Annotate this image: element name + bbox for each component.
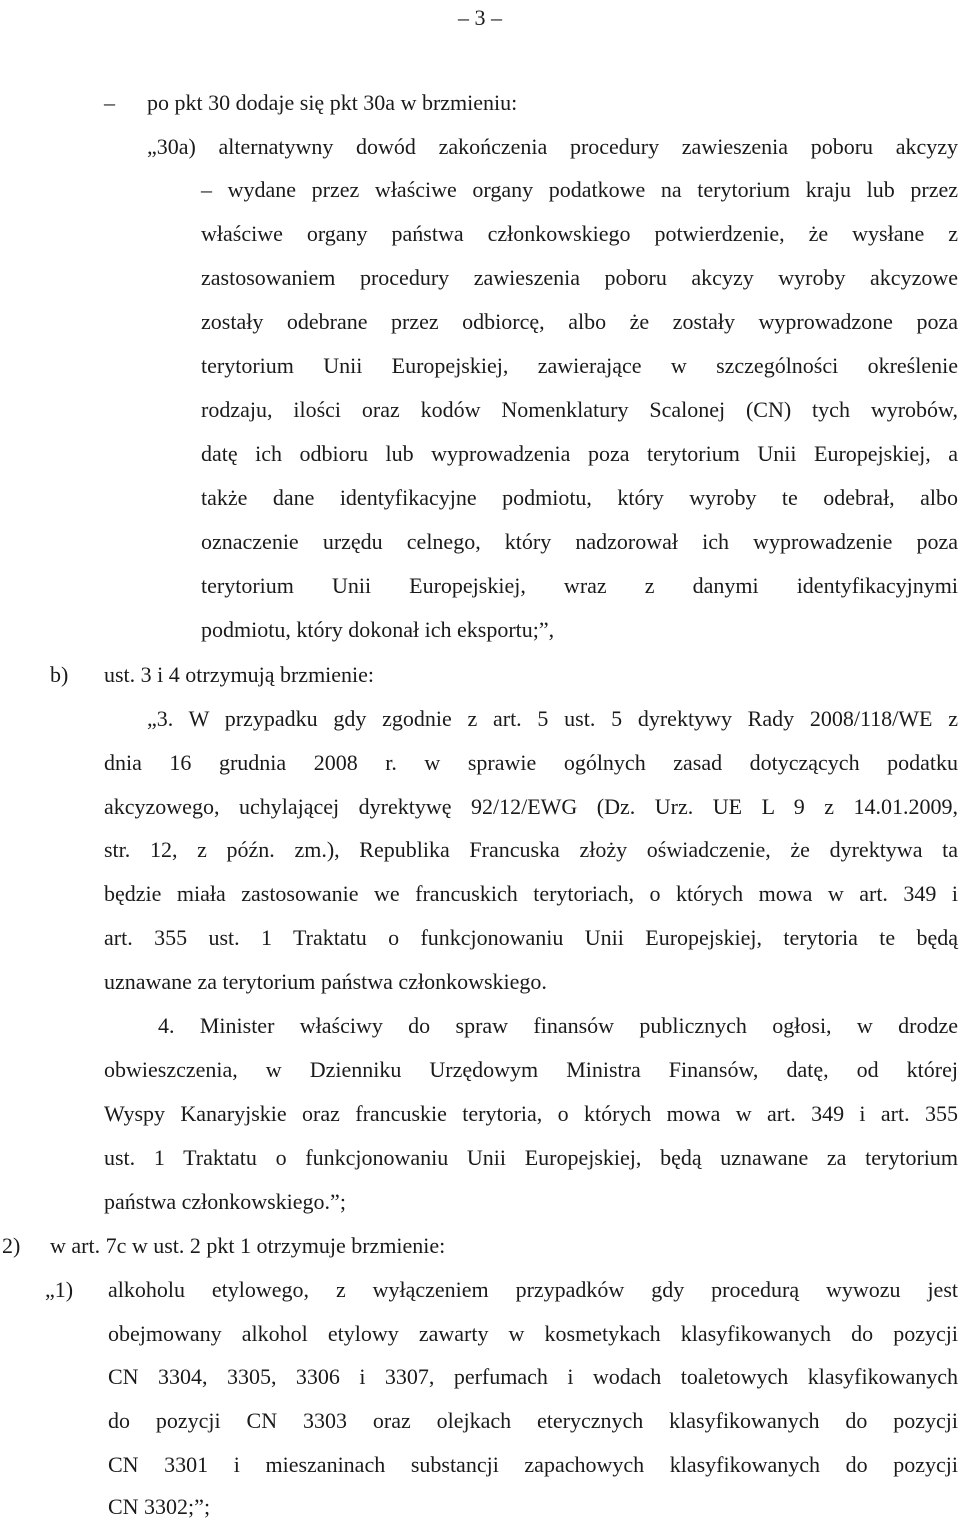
para4-line: państwa członkowskiego.”; bbox=[104, 1189, 346, 1214]
para3-line: akcyzowego, uchylającej dyrektywę 92/12/EWG (Dz. Urz. UE L 9 z 14.01.2009, bbox=[104, 794, 958, 819]
block2-line: CN 3301 i mieszaninach substancji zapachowych klasyfikowanych do pozycji bbox=[108, 1452, 958, 1477]
block2-intro: w art. 7c w ust. 2 pkt 1 otrzymuje brzmienie: bbox=[50, 1233, 446, 1258]
para3-line: „3. W przypadku gdy zgodnie z art. 5 ust. 5 dyrektywy Rady 2008/118/WE z bbox=[147, 706, 958, 731]
list-dash: – bbox=[104, 90, 115, 115]
para3-line: art. 355 ust. 1 Traktatu o funkcjonowaniu Unii Europejskiej, terytoria te będą bbox=[104, 925, 958, 950]
block1-line: rodzaju, ilości oraz kodów Nomenklatury Scalonej (CN) tych wyrobów, bbox=[201, 397, 958, 422]
list-marker-b: b) bbox=[50, 662, 69, 687]
block1-line: także dane identyfikacyjne podmiotu, który wyroby te odebrał, albo bbox=[201, 485, 958, 510]
block1-intro: po pkt 30 dodaje się pkt 30a w brzmieniu: bbox=[147, 90, 518, 115]
block1-line: terytorium Unii Europejskiej, wraz z danymi identyfikacyjnymi bbox=[201, 573, 958, 598]
para4-line: obwieszczenia, w Dzienniku Urzędowym Ministra Finansów, datę, od której bbox=[104, 1057, 958, 1082]
block1-line: datę ich odbioru lub wyprowadzenia poza terytorium Unii Europejskiej, a bbox=[201, 441, 958, 466]
para4-line: 4. Minister właściwy do spraw finansów publicznych ogłosi, w drodze bbox=[158, 1013, 958, 1038]
block1-line: „30a) alternatywny dowód zakończenia procedury zawieszenia poboru akcyzy bbox=[147, 134, 958, 159]
block-b-intro: ust. 3 i 4 otrzymują brzmienie: bbox=[104, 662, 375, 687]
para4-line: ust. 1 Traktatu o funkcjonowaniu Unii Europejskiej, będą uznawane za terytorium bbox=[104, 1145, 958, 1170]
para3-line: dnia 16 grudnia 2008 r. w sprawie ogólnych zasad dotyczących podatku bbox=[104, 750, 958, 775]
para3-line: uznawane za terytorium państwa członkowskiego. bbox=[104, 969, 547, 994]
block1-line: zastosowaniem procedury zawieszenia poboru akcyzy wyroby akcyzowe bbox=[201, 265, 958, 290]
block1-line: terytorium Unii Europejskiej, zawierające w szczególności określenie bbox=[201, 353, 958, 378]
page-number: – 3 – bbox=[458, 5, 502, 30]
block2-line: alkoholu etylowego, z wyłączeniem przypadków gdy procedurą wywozu jest bbox=[108, 1277, 958, 1302]
block1-line: zostały odebrane przez odbiorcę, albo że zostały wyprowadzone poza bbox=[201, 309, 958, 334]
para3-line: str. 12, z późn. zm.), Republika Francuska złoży oświadczenie, że dyrektywa ta bbox=[104, 837, 958, 862]
para4-line: Wyspy Kanaryjskie oraz francuskie terytoria, o których mowa w art. 349 i art. 355 bbox=[104, 1101, 958, 1126]
block2-line: obejmowany alkohol etylowy zawarty w kosmetykach klasyfikowanych do pozycji bbox=[108, 1321, 958, 1346]
block2-line: CN 3304, 3305, 3306 i 3307, perfumach i wodach toaletowych klasyfikowanych bbox=[108, 1364, 958, 1389]
para3-line: będzie miała zastosowanie we francuskich terytoriach, o których mowa w art. 349 i bbox=[104, 881, 958, 906]
block1-line: właściwe organy państwa członkowskiego potwierdzenie, że wysłane z bbox=[201, 221, 958, 246]
block2-line: CN 3302;”; bbox=[108, 1494, 211, 1519]
block1-line: oznaczenie urzędu celnego, który nadzorował ich wyprowadzenie poza bbox=[201, 529, 958, 554]
block2-line: do pozycji CN 3303 oraz olejkach eterycznych klasyfikowanych do pozycji bbox=[108, 1408, 958, 1433]
block1-line: podmiotu, który dokonał ich eksportu;”, bbox=[201, 617, 555, 642]
block1-line: – wydane przez właściwe organy podatkowe na terytorium kraju lub przez bbox=[201, 177, 958, 202]
list-marker-2: 2) bbox=[2, 1233, 21, 1258]
item-marker-1: „1) bbox=[45, 1277, 74, 1302]
